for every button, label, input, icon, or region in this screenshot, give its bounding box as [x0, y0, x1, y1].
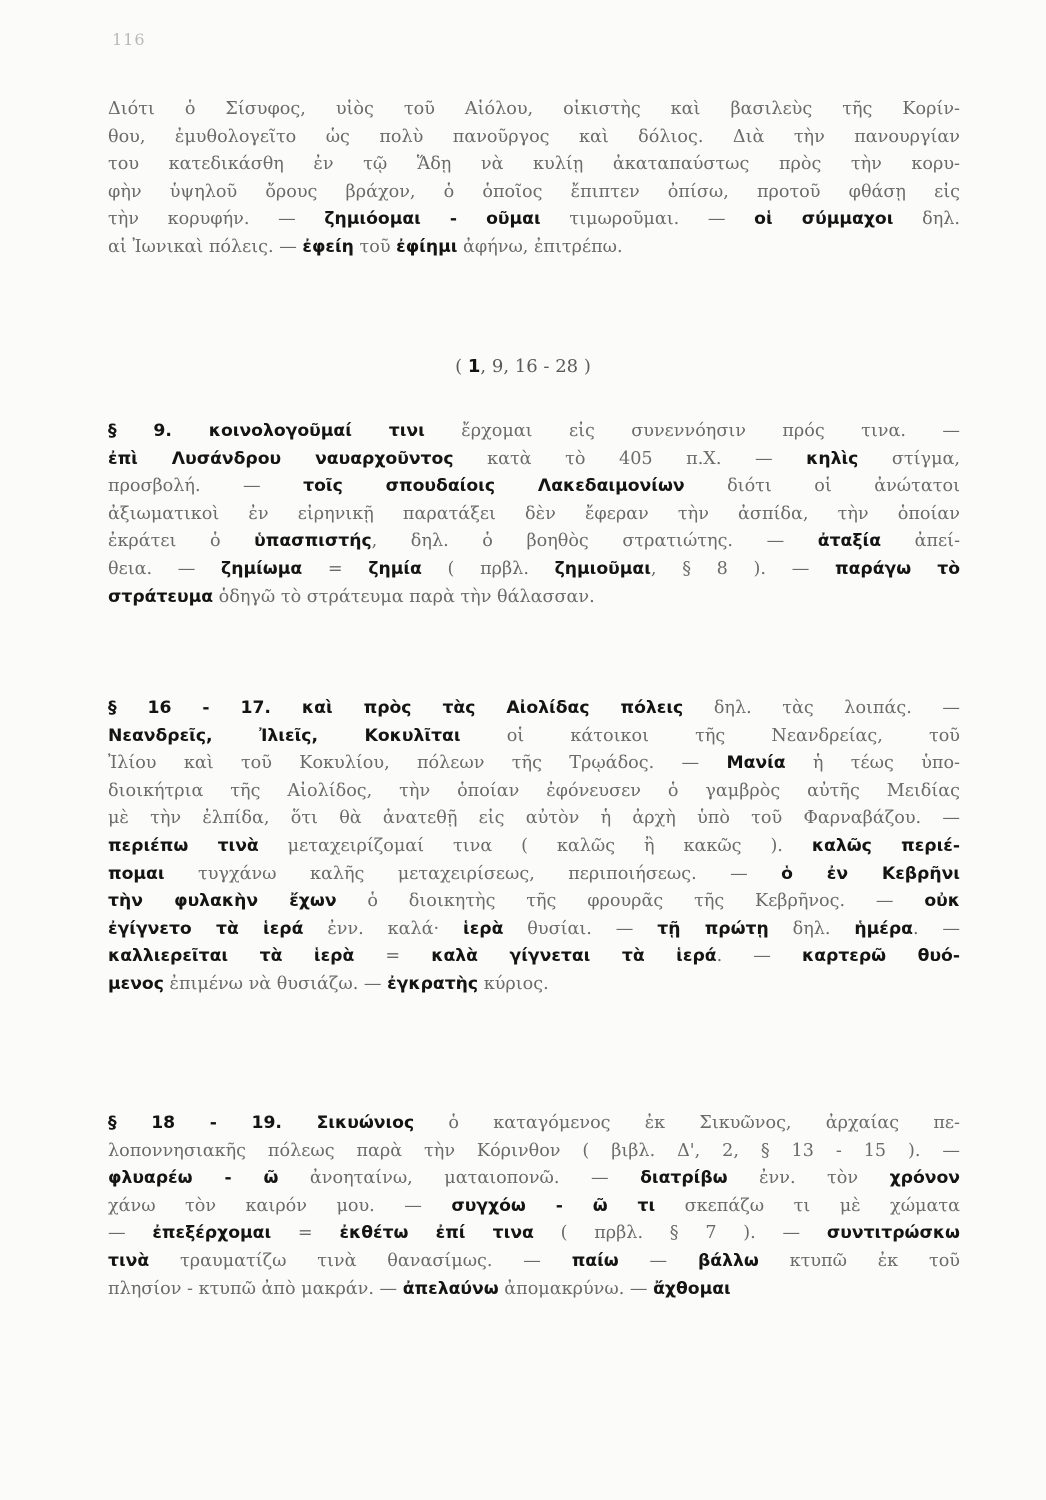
- gloss-text: ἐπιμένω νὰ θυσιάζω. —: [163, 973, 388, 994]
- lemma-term: παίω: [571, 1250, 619, 1271]
- page-number: 116: [112, 30, 146, 49]
- text-line: [108, 916, 960, 944]
- reference-heading: [0, 356, 1046, 377]
- gloss-text: κύριος.: [478, 973, 549, 994]
- lemma-term: ἄχθομαι: [653, 1278, 731, 1299]
- reference-rest: , 9, 16 - 28 ): [480, 356, 591, 377]
- gloss-text: ἀνοηταίνω, ματαιοπονῶ. —: [278, 1168, 641, 1189]
- gloss-text: θου, ἐμυθολογεῖτο ὡς πολὺ πανοῦργος καὶ δόλιος. Διὰ τὴν πανουργίαν: [108, 126, 960, 147]
- text-line: [108, 1138, 960, 1166]
- lemma-term: καλὰ γίγνεται τὰ ἱερά: [431, 946, 717, 967]
- text-line: [108, 1276, 960, 1304]
- gloss-text: θυσίαι. —: [503, 918, 658, 939]
- text-line: [108, 861, 960, 889]
- gloss-text: τυγχάνω καλῆς μεταχειρίσεως, περιποιήσεως. —: [164, 863, 782, 884]
- gloss-text: μὲ τὴν ἐλπίδα, ὅτι θὰ ἀνατεθῇ εἰς αὐτὸν ἡ ἀρχὴ ὑπὸ τοῦ Φαρναβάζου. —: [108, 808, 960, 829]
- lemma-term: περιέπω τινὰ: [108, 835, 259, 856]
- gloss-text: δηλ.: [768, 918, 855, 939]
- gloss-text: ἀπεί-: [881, 531, 961, 552]
- lemma-term: στράτευμα: [108, 586, 214, 607]
- text-line: [108, 1165, 960, 1193]
- text-line: [108, 124, 960, 152]
- gloss-text: λοποννησιακῆς πόλεως παρὰ τὴν Κόρινθον ( βιβλ. Δ', 2, § 13 - 15 ). —: [108, 1140, 960, 1161]
- lemma-term: τοῖς σπουδαίοις Λακεδαιμονίων: [303, 476, 685, 497]
- lemma-term: ὑπασπιστής: [254, 531, 372, 552]
- gloss-text: κτυπῶ ἐκ τοῦ: [758, 1250, 960, 1271]
- lemma-term: καρτερῶ θυό-: [802, 946, 960, 967]
- gloss-text: στίγμα,: [858, 448, 960, 469]
- lemma-term: οὐκ: [924, 891, 960, 912]
- lemma-term: ἐφείη: [302, 236, 354, 257]
- lemma-term: ἀπελαύνω: [402, 1278, 499, 1299]
- gloss-text: δηλ.: [893, 209, 960, 230]
- lemma-term: ἀταξία: [817, 531, 882, 552]
- text-line: [108, 584, 960, 612]
- gloss-text: , § 8 ). —: [650, 558, 835, 579]
- lemma-term: παράγω τὸ: [834, 558, 960, 579]
- gloss-text: ἐνν. τὸν: [727, 1168, 890, 1189]
- gloss-text: μεταχειρίζομαί τινα ( καλῶς ἢ κακῶς ).: [258, 835, 812, 856]
- lemma-term: ἐφίημι: [396, 236, 458, 257]
- gloss-text: , δηλ. ὁ βοηθὸς στρατιώτης. —: [371, 531, 818, 552]
- gloss-text: πλησίον - κτυπῶ ἀπὸ μακράν. —: [108, 1278, 403, 1299]
- gloss-text: ἐκράτει ὁ: [108, 531, 255, 552]
- lemma-term: τῇ πρώτῃ: [657, 918, 769, 939]
- gloss-text: οἱ κάτοικοι τῆς Νεανδρείας, τοῦ: [460, 725, 960, 746]
- paragraph-intro: [108, 96, 960, 262]
- gloss-text: διότι οἱ ἀνώτατοι: [684, 476, 960, 497]
- gloss-text: τιμωροῦμαι. —: [540, 209, 755, 230]
- text-line: [108, 805, 960, 833]
- lemma-term: βάλλω: [697, 1250, 759, 1271]
- gloss-text: ὁδηγῶ τὸ στράτευμα παρὰ τὴν θάλασσαν.: [213, 586, 595, 607]
- lemma-term: ὁ ἐν Κεβρῆνι: [781, 863, 961, 884]
- text-line: [108, 750, 960, 778]
- gloss-text: Διότι ὁ Σίσυφος, υἱὸς τοῦ Αἰόλου, οἰκιστὴς καὶ βασιλεὺς τῆς Κορίν-: [108, 99, 960, 119]
- lemma-term: μενος: [108, 973, 164, 994]
- gloss-text: Ἰλίου καὶ τοῦ Κοκυλίου, πόλεων τῆς Τρῳάδος. —: [108, 753, 727, 774]
- lemma-term: ἐγκρατὴς: [387, 973, 479, 994]
- gloss-text: δηλ. τὰς λοιπάς. —: [683, 698, 960, 718]
- gloss-text: ἐνν. καλά·: [303, 918, 464, 939]
- gloss-text: ἡ τέως ὑπο-: [785, 753, 960, 774]
- gloss-text: διοικήτρια τῆς Αἰολίδος, τὴν ὁποίαν ἐφόνευσεν ὁ γαμβρὸς αὐτῆς Μειδίας: [108, 780, 960, 801]
- gloss-text: =: [271, 1223, 340, 1244]
- gloss-text: ὁ διοικητὴς τῆς φρουρᾶς τῆς Κεβρῆνος. —: [336, 891, 925, 912]
- gloss-text: . —: [912, 918, 961, 939]
- text-line: [108, 528, 960, 556]
- gloss-text: =: [354, 946, 432, 967]
- gloss-text: αἱ Ἰωνικαὶ πόλεις. —: [108, 236, 303, 257]
- text-line: [108, 1110, 960, 1138]
- text-line: [108, 1248, 960, 1276]
- text-line: [108, 888, 960, 916]
- lemma-term: οἱ σύμμαχοι: [754, 209, 894, 230]
- lemma-term: Νεανδρεῖς, Ἰλιεῖς, Κοκυλῖται: [108, 725, 461, 746]
- lemma-term: § 16 - 17. καὶ πρὸς τὰς Αἰολίδας πόλεις: [108, 698, 684, 718]
- lemma-term: ἐπὶ Λυσάνδρου ναυαρχοῦντος: [108, 448, 454, 469]
- gloss-text: ἀξιωματικοὶ ἐν εἰρηνικῇ παρατάξει δὲν ἔφεραν τὴν ἀσπίδα, τὴν ὁποίαν: [108, 503, 960, 524]
- text-line: [108, 943, 960, 971]
- reference-book: 1: [467, 356, 481, 377]
- gloss-text: σκεπάζω τι μὲ χώματα: [655, 1195, 960, 1216]
- lemma-term: ἐπεξέρχομαι: [152, 1223, 272, 1244]
- lemma-term: § 18 - 19. Σικυώνιος: [108, 1113, 415, 1133]
- text-line: [108, 179, 960, 207]
- lemma-term: διατρίβω: [640, 1168, 728, 1189]
- lemma-term: ἡμέρα: [854, 918, 913, 939]
- gloss-text: χάνω τὸν καιρόν μου. —: [108, 1195, 452, 1216]
- text-line: [108, 418, 960, 446]
- lemma-term: ζημίωμα: [221, 558, 303, 579]
- gloss-text: . —: [716, 946, 803, 967]
- gloss-text: φὴν ὑψηλοῦ ὄρους βράχον, ὁ ὁποῖος ἔπιπτεν ὀπίσω, προτοῦ φθάσῃ εἰς: [108, 181, 960, 202]
- gloss-text: του κατεδικάσθη ἐν τῷ Ἅδῃ νὰ κυλίῃ ἀκαταπαύστως πρὸς τὴν κορυ-: [108, 154, 960, 175]
- text-line: [108, 234, 960, 262]
- gloss-text: τραυματίζω τινὰ θανασίμως. —: [149, 1250, 572, 1271]
- lemma-term: ζημιόομαι - οῦμαι: [324, 209, 541, 230]
- lemma-term: ἐκθέτω ἐπί τινα: [339, 1223, 534, 1244]
- lemma-term: ζημία: [368, 558, 422, 579]
- paragraph-section-9: [108, 418, 960, 611]
- gloss-text: ( πρβλ.: [421, 558, 555, 579]
- gloss-text: τὴν κορυφήν. —: [108, 209, 325, 230]
- lemma-term: τινὰ: [108, 1250, 150, 1271]
- text-line: [108, 151, 960, 179]
- text-line: [108, 833, 960, 861]
- paragraph-section-18-19: [108, 1110, 960, 1303]
- gloss-text: ἀπομακρύνω. —: [498, 1278, 654, 1299]
- text-line: [108, 206, 960, 234]
- reference-open: (: [455, 356, 468, 377]
- text-line: [108, 723, 960, 751]
- lemma-term: § 9. κοινολογοῦμαί τινι: [108, 421, 425, 441]
- text-line: [108, 556, 960, 584]
- lemma-term: κηλὶς: [806, 448, 859, 469]
- gloss-text: —: [618, 1250, 698, 1271]
- text-line: [108, 971, 960, 999]
- text-line: [108, 473, 960, 501]
- lemma-term: τὴν φυλακὴν ἔχων: [108, 891, 337, 912]
- lemma-term: συντιτρώσκω: [826, 1223, 960, 1244]
- lemma-term: χρόνον: [889, 1168, 960, 1189]
- lemma-term: φλυαρέω - ῶ: [108, 1168, 279, 1189]
- gloss-text: ἔρχομαι εἰς συνεννόησιν πρός τινα. —: [424, 421, 960, 441]
- text-line: [108, 1193, 960, 1221]
- gloss-text: κατὰ τὸ 405 π.Χ. —: [453, 448, 807, 469]
- lemma-term: ἱερὰ: [463, 918, 504, 939]
- text-line: [108, 446, 960, 474]
- lemma-term: Μανία: [726, 753, 786, 774]
- gloss-text: τοῦ: [353, 236, 397, 257]
- lemma-term: καλλιερεῖται τὰ ἱερὰ: [108, 946, 355, 967]
- lemma-term: συγχόω - ῶ τι: [451, 1195, 656, 1216]
- lemma-term: πομαι: [108, 863, 165, 884]
- paragraph-section-16-17: [108, 695, 960, 999]
- text-line: [108, 1220, 960, 1248]
- gloss-text: προσβολή. —: [108, 476, 304, 497]
- gloss-text: ἀφήνω, ἐπιτρέπω.: [457, 236, 623, 257]
- lemma-term: καλῶς περιέ-: [811, 835, 960, 856]
- lemma-term: ζημιοῦμαι: [554, 558, 651, 579]
- text-line: [108, 96, 960, 124]
- gloss-text: ( πρβλ. § 7 ). —: [533, 1223, 827, 1244]
- text-line: [108, 778, 960, 806]
- gloss-text: ὁ καταγόμενος ἐκ Σικυῶνος, ἀρχαίας πε-: [414, 1113, 960, 1133]
- text-line: [108, 695, 960, 723]
- text-line: [108, 501, 960, 529]
- lemma-term: ἐγίγνετο τὰ ἱερά: [108, 918, 304, 939]
- gloss-text: θεια. —: [108, 558, 222, 579]
- gloss-text: =: [302, 558, 369, 579]
- gloss-text: —: [108, 1223, 153, 1244]
